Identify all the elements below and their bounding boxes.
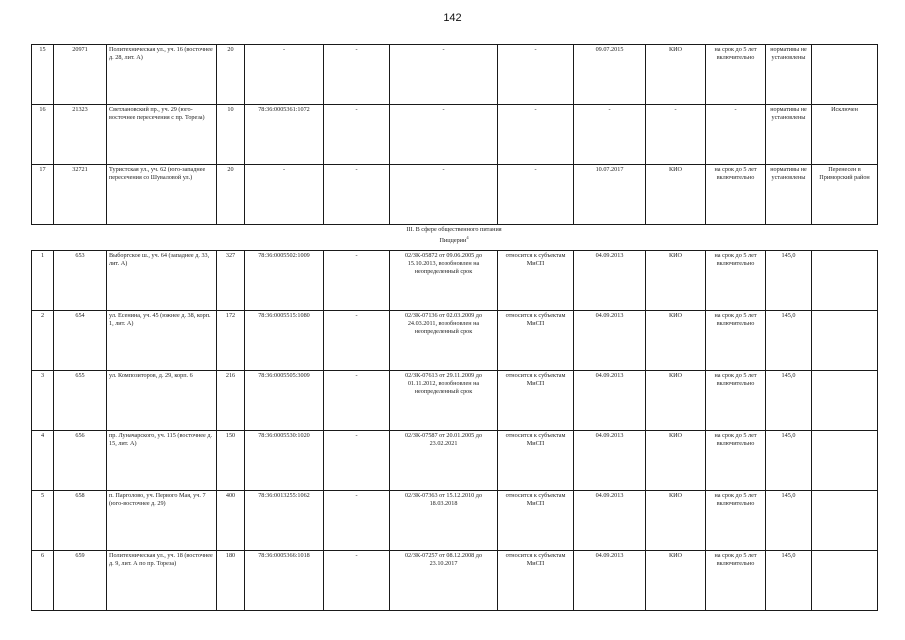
area-cell: 10 bbox=[217, 105, 245, 165]
date-cell: 04.09.2013 bbox=[574, 251, 646, 311]
address-cell: Политехническая ул., уч. 18 (восточнее д. 9, лит. А по пр. Тореза) bbox=[107, 551, 217, 611]
address-cell: ул. Композиторов, д. 29, корп. 6 bbox=[107, 371, 217, 431]
subject-cell: относится к субъектам МиСП bbox=[498, 491, 574, 551]
note-cell bbox=[812, 45, 878, 105]
cadastral-number-cell: 78:36:0005505:3009 bbox=[245, 371, 324, 431]
authority-cell: КИО bbox=[646, 371, 706, 431]
authority-cell: КИО bbox=[646, 551, 706, 611]
column-5-cell: - bbox=[324, 105, 390, 165]
authority-cell: - bbox=[646, 105, 706, 165]
object-id-cell: 654 bbox=[54, 311, 107, 371]
authority-cell: КИО bbox=[646, 165, 706, 225]
cadastral-number-cell: 78:36:0005361:1072 bbox=[245, 105, 324, 165]
subject-cell: - bbox=[498, 45, 574, 105]
note-cell bbox=[812, 311, 878, 371]
note-cell bbox=[812, 251, 878, 311]
table-row bbox=[32, 165, 878, 225]
note-cell bbox=[812, 371, 878, 431]
column-5-cell: - bbox=[324, 491, 390, 551]
authority-cell: КИО bbox=[646, 311, 706, 371]
date-cell: 04.09.2013 bbox=[574, 551, 646, 611]
date-cell: - bbox=[574, 105, 646, 165]
address-cell: Светлановский пр., уч. 29 (юго-восточнее пересечения с пр. Тореза) bbox=[107, 105, 217, 165]
norms-cell: нормативы не установлены bbox=[766, 165, 812, 225]
date-cell: 04.09.2013 bbox=[574, 491, 646, 551]
authority-cell: КИО bbox=[646, 251, 706, 311]
subject-cell: - bbox=[498, 165, 574, 225]
term-cell: на срок до 5 лет включительно bbox=[706, 45, 766, 105]
authority-cell: КИО bbox=[646, 431, 706, 491]
cadastral-number-cell: 78:36:0005502:1009 bbox=[245, 251, 324, 311]
section-heading: III. В сфере общественного питания bbox=[406, 226, 502, 233]
subject-cell: относится к субъектам МиСП bbox=[498, 431, 574, 491]
contract-cell: 02/ЗК-07363 от 15.12.2010 до 18.03.2018 bbox=[390, 491, 498, 551]
object-id-cell: 32721 bbox=[54, 165, 107, 225]
date-cell: 04.09.2013 bbox=[574, 431, 646, 491]
object-id-cell: 655 bbox=[54, 371, 107, 431]
area-cell: 20 bbox=[217, 45, 245, 105]
contract-cell: - bbox=[390, 45, 498, 105]
address-cell: Выборгское ш., уч. 64 (западнее д. 33, лит. А) bbox=[107, 251, 217, 311]
object-id-cell: 659 bbox=[54, 551, 107, 611]
table-row bbox=[32, 311, 878, 371]
cadastral-number-cell: - bbox=[245, 165, 324, 225]
contract-cell: 02/ЗК-05872 от 09.06.2005 до 15.10.2013, возобновлен на неопределенный срок bbox=[390, 251, 498, 311]
row-number-cell: 4 bbox=[32, 431, 54, 491]
row-number-cell: 17 bbox=[32, 165, 54, 225]
norms-cell: нормативы не установлены bbox=[766, 45, 812, 105]
row-number-cell: 15 bbox=[32, 45, 54, 105]
address-cell: п. Парголово, уч. Первого Мая, уч. 7 (юго-восточнее д. 29) bbox=[107, 491, 217, 551]
column-5-cell: - bbox=[324, 251, 390, 311]
area-cell: 327 bbox=[217, 251, 245, 311]
norms-cell: 145,0 bbox=[766, 311, 812, 371]
cadastral-number-cell: 78:36:0005366:1018 bbox=[245, 551, 324, 611]
row-number-cell: 3 bbox=[32, 371, 54, 431]
date-cell: 10.07.2017 bbox=[574, 165, 646, 225]
table-row bbox=[32, 45, 878, 105]
contract-cell: - bbox=[390, 165, 498, 225]
table-row bbox=[32, 551, 878, 611]
column-5-cell: - bbox=[324, 551, 390, 611]
note-cell: Исключен bbox=[812, 105, 878, 165]
address-cell: ул. Есенина, уч. 45 (южнее д. 38, корп. 1, лит. А) bbox=[107, 311, 217, 371]
column-5-cell: - bbox=[324, 165, 390, 225]
term-cell: на срок до 5 лет включительно bbox=[706, 311, 766, 371]
object-id-cell: 21323 bbox=[54, 105, 107, 165]
norms-cell: 145,0 bbox=[766, 251, 812, 311]
term-cell: на срок до 5 лет включительно bbox=[706, 371, 766, 431]
note-cell bbox=[812, 431, 878, 491]
subject-cell: - bbox=[498, 105, 574, 165]
term-cell: - bbox=[706, 105, 766, 165]
row-number-cell: 5 bbox=[32, 491, 54, 551]
registry-table-bottom bbox=[31, 250, 878, 611]
cadastral-number-cell: 78:36:0013255:1062 bbox=[245, 491, 324, 551]
table-row bbox=[32, 491, 878, 551]
contract-cell: 02/ЗК-07587 от 20.01.2005 до 23.02.2021 bbox=[390, 431, 498, 491]
contract-cell: 02/ЗК-07136 от 02.03.2009 до 24.03.2011, возобновлен на неопределенный срок bbox=[390, 311, 498, 371]
subject-cell: относится к субъектам МиСП bbox=[498, 251, 574, 311]
table-row bbox=[32, 431, 878, 491]
object-id-cell: 20971 bbox=[54, 45, 107, 105]
note-cell: Перенесен в Приморский район bbox=[812, 165, 878, 225]
cadastral-number-cell: - bbox=[245, 45, 324, 105]
contract-cell: - bbox=[390, 105, 498, 165]
norms-cell: 145,0 bbox=[766, 491, 812, 551]
date-cell: 04.09.2013 bbox=[574, 371, 646, 431]
column-5-cell: - bbox=[324, 45, 390, 105]
section-subheading-note: 4 bbox=[466, 235, 469, 240]
page-number: 142 bbox=[443, 12, 462, 24]
norms-cell: 145,0 bbox=[766, 371, 812, 431]
table-row bbox=[32, 371, 878, 431]
subject-cell: относится к субъектам МиСП bbox=[498, 551, 574, 611]
area-cell: 172 bbox=[217, 311, 245, 371]
address-cell: пр. Луначарского, уч. 115 (восточнее д. 15, лит. А) bbox=[107, 431, 217, 491]
section-subheading-text: Пиццерии bbox=[439, 237, 467, 245]
subject-cell: относится к субъектам МиСП bbox=[498, 311, 574, 371]
row-number-cell: 16 bbox=[32, 105, 54, 165]
norms-cell: 145,0 bbox=[766, 551, 812, 611]
norms-cell: 145,0 bbox=[766, 431, 812, 491]
norms-cell: нормативы не установлены bbox=[766, 105, 812, 165]
address-cell: Политехническая ул., уч. 16 (восточнее д. 28, лит. А) bbox=[107, 45, 217, 105]
term-cell: на срок до 5 лет включительно bbox=[706, 551, 766, 611]
date-cell: 09.07.2015 bbox=[574, 45, 646, 105]
subject-cell: относится к субъектам МиСП bbox=[498, 371, 574, 431]
contract-cell: 02/ЗК-07257 от 08.12.2008 до 23.10.2017 bbox=[390, 551, 498, 611]
object-id-cell: 653 bbox=[54, 251, 107, 311]
authority-cell: КИО bbox=[646, 45, 706, 105]
row-number-cell: 2 bbox=[32, 311, 54, 371]
area-cell: 400 bbox=[217, 491, 245, 551]
contract-cell: 02/ЗК-07613 от 29.11.2009 до 01.11.2012, возобновлен на неопределенный срок bbox=[390, 371, 498, 431]
row-number-cell: 6 bbox=[32, 551, 54, 611]
term-cell: на срок до 5 лет включительно bbox=[706, 491, 766, 551]
column-5-cell: - bbox=[324, 311, 390, 371]
note-cell bbox=[812, 551, 878, 611]
term-cell: на срок до 5 лет включительно bbox=[706, 251, 766, 311]
cadastral-number-cell: 78:36:0005515:1080 bbox=[245, 311, 324, 371]
object-id-cell: 656 bbox=[54, 431, 107, 491]
area-cell: 216 bbox=[217, 371, 245, 431]
term-cell: на срок до 5 лет включительно bbox=[706, 431, 766, 491]
cadastral-number-cell: 78:36:0005530:1020 bbox=[245, 431, 324, 491]
address-cell: Туристская ул., уч. 62 (юго-западнее пересечения со Шуваловой ул.) bbox=[107, 165, 217, 225]
area-cell: 150 bbox=[217, 431, 245, 491]
date-cell: 04.09.2013 bbox=[574, 311, 646, 371]
table-row bbox=[32, 105, 878, 165]
authority-cell: КИО bbox=[646, 491, 706, 551]
table-row bbox=[32, 251, 878, 311]
registry-table-top bbox=[31, 44, 878, 225]
object-id-cell: 658 bbox=[54, 491, 107, 551]
section-subheading bbox=[31, 234, 877, 245]
column-5-cell: - bbox=[324, 431, 390, 491]
area-cell: 180 bbox=[217, 551, 245, 611]
term-cell: на срок до 5 лет включительно bbox=[706, 165, 766, 225]
section-caption bbox=[31, 226, 877, 245]
column-5-cell: - bbox=[324, 371, 390, 431]
area-cell: 20 bbox=[217, 165, 245, 225]
row-number-cell: 1 bbox=[32, 251, 54, 311]
note-cell bbox=[812, 491, 878, 551]
